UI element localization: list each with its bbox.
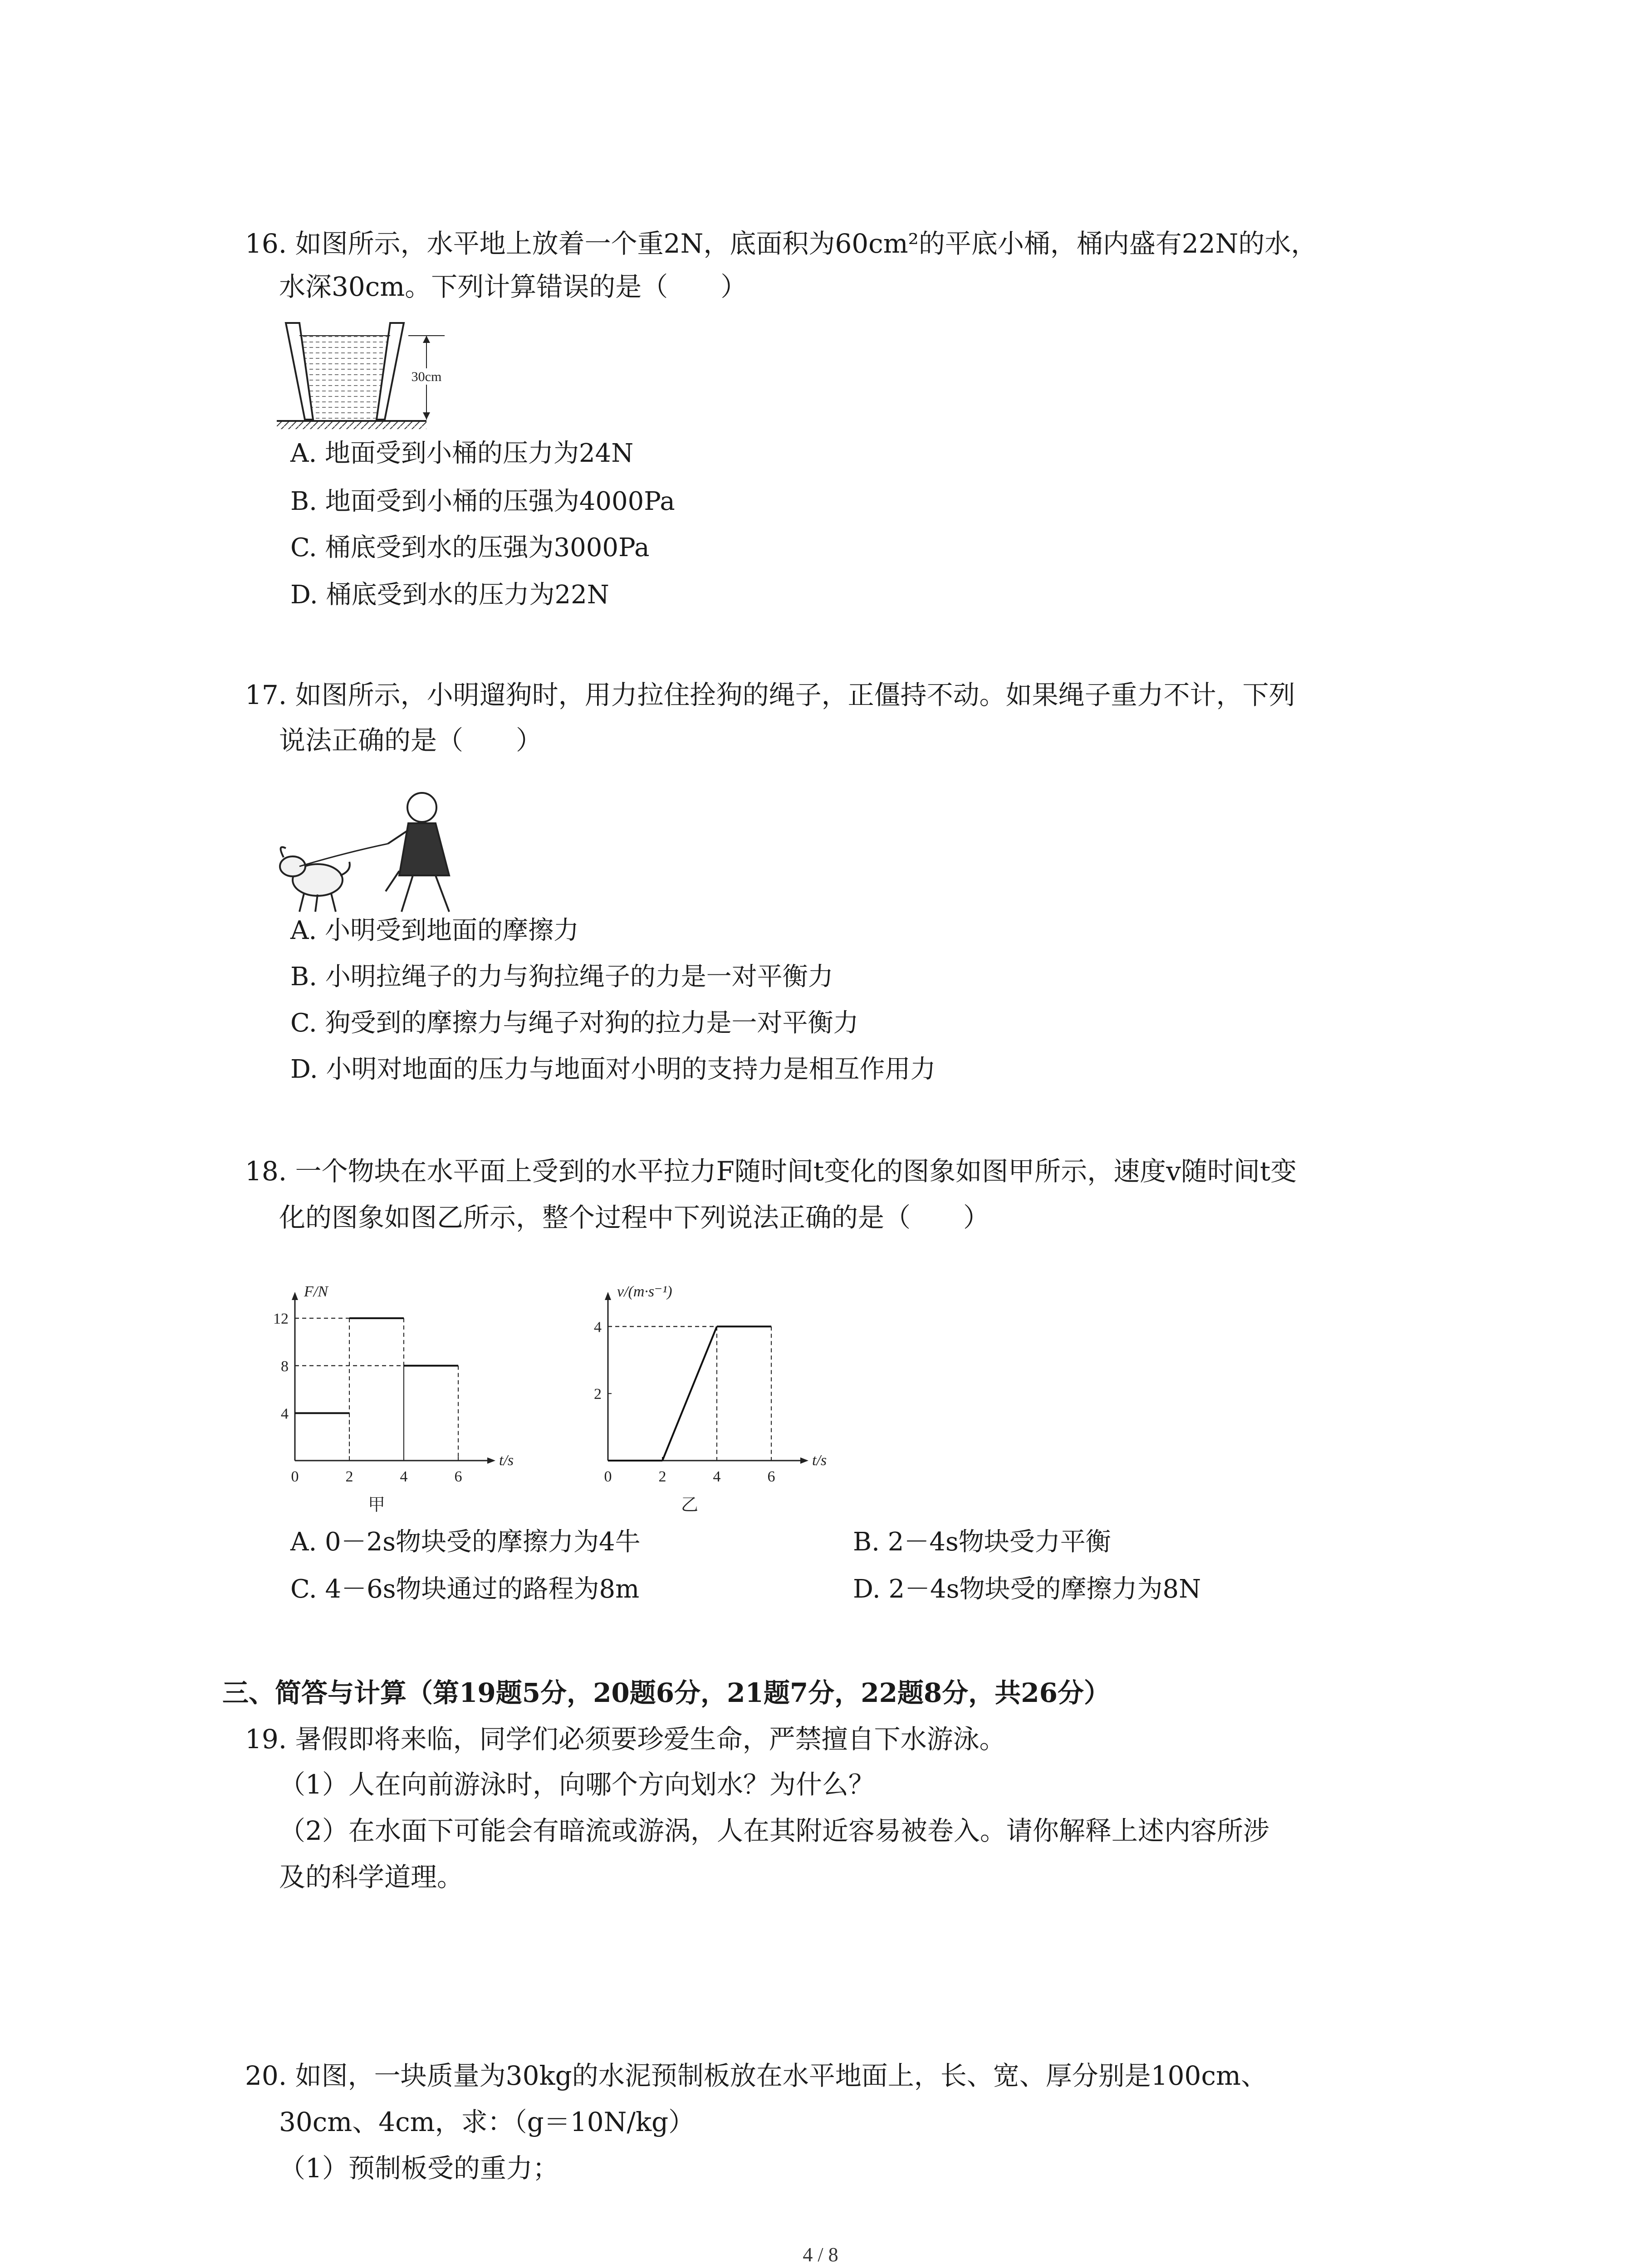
q19-sub2-line1: （2）在水面下可能会有暗流或游涡，人在其附近容易被卷入。请你解释上述内容所涉 — [279, 1815, 1269, 1846]
chart-title: 甲 — [367, 1496, 386, 1515]
q18-option-c: C. 4－6s物块通过的路程为8m — [290, 1574, 640, 1604]
section-3-heading: 三、简答与计算（第19题5分，20题6分，21题7分，22题8分，共26分） — [222, 1677, 1110, 1708]
x-tick-label: 0 — [604, 1468, 612, 1485]
y-axis-arrow — [605, 1292, 611, 1300]
x-tick-label: 2 — [658, 1468, 666, 1485]
q17-stem-line1: 17. 如图所示，小明遛狗时，用力拉住拴狗的绳子，正僵持不动。如果绳子重力不计，下列 — [245, 679, 1295, 710]
chart-title: 乙 — [681, 1496, 699, 1515]
chart-velocity-time — [581, 1284, 871, 1520]
q19-sub2-line2: 及的科学道理。 — [279, 1862, 464, 1892]
q20-stem-line2: 30cm、4cm，求：（g＝10N/kg） — [279, 2107, 695, 2137]
y-axis-label: v/(m·s⁻¹) — [617, 1284, 672, 1300]
q16-option-c: C. 桶底受到水的压强为3000Pa — [290, 533, 650, 562]
page-number: 4 / 8 — [803, 2244, 838, 2266]
y-tick-label: 2 — [594, 1386, 602, 1403]
data-segment-1 — [662, 1326, 717, 1461]
q17-option-c: C. 狗受到的摩擦力与绳子对狗的拉力是一对平衡力 — [290, 1008, 859, 1038]
q16-bucket-figure — [277, 318, 458, 431]
q17-stem-line2: 说法正确的是（ ） — [279, 725, 543, 756]
q19-sub1: （1）人在向前游泳时，向哪个方向划水？为什么？ — [279, 1769, 875, 1800]
q18-stem-line1: 18. 一个物块在水平面上受到的水平拉力F随时间t变化的图象如图甲所示，速度v随时间t变 — [245, 1156, 1297, 1187]
x-axis-label: t/s — [812, 1452, 827, 1469]
y-tick-label: 8 — [281, 1358, 289, 1375]
q18-option-d: D. 2－4s物块受的摩擦力为8N — [853, 1574, 1201, 1604]
chart-force-time — [268, 1284, 522, 1520]
q16-stem-line2: 水深30cm。下列计算错误的是（ ） — [279, 271, 747, 302]
q20-sub1: （1）预制板受的重力； — [279, 2153, 559, 2184]
q20-stem-line1: 20. 如图，一块质量为30kg的水泥预制板放在水平地面上，长、宽、厚分别是100cm、 — [245, 2060, 1267, 2091]
y-tick-label: 12 — [273, 1310, 289, 1328]
q17-man-dog-figure — [272, 780, 472, 916]
q18-option-b: B. 2－4s物块受力平衡 — [853, 1527, 1111, 1557]
x-tick-label: 4 — [713, 1468, 721, 1485]
x-axis-arrow — [487, 1457, 495, 1464]
q17-option-a: A. 小明受到地面的摩擦力 — [290, 916, 579, 945]
x-axis-arrow — [800, 1457, 808, 1464]
q17-option-b: B. 小明拉绳子的力与狗拉绳子的力是一对平衡力 — [290, 962, 833, 992]
q18-stem-line2: 化的图象如图乙所示，整个过程中下列说法正确的是（ ） — [279, 1202, 990, 1233]
q16-option-d: D. 桶底受到水的压力为22N — [290, 580, 609, 610]
q16-stem-line1: 16. 如图所示，水平地上放着一个重2N，底面积为60cm²的平底小桶，桶内盛有22N的水， — [245, 228, 1318, 259]
y-tick-label: 4 — [594, 1319, 602, 1336]
q16-option-b: B. 地面受到小桶的压强为4000Pa — [290, 487, 675, 516]
q16-option-a: A. 地面受到小桶的压力为24N — [290, 439, 634, 468]
q19-stem: 19. 暑假即将来临，同学们必须要珍爱生命，严禁擅自下水游泳。 — [245, 1724, 1006, 1755]
x-tick-label: 2 — [345, 1468, 353, 1485]
y-tick-label: 4 — [281, 1405, 289, 1422]
x-tick-label: 0 — [291, 1468, 299, 1485]
x-axis-label: t/s — [499, 1452, 514, 1469]
x-tick-label: 6 — [767, 1468, 775, 1485]
y-axis-arrow — [292, 1292, 298, 1300]
q16-depth-label: 30cm — [411, 369, 442, 384]
x-tick-label: 4 — [400, 1468, 408, 1485]
q17-option-d: D. 小明对地面的压力与地面对小明的支持力是相互作用力 — [290, 1055, 936, 1084]
x-tick-label: 6 — [454, 1468, 462, 1485]
y-axis-label: F/N — [304, 1284, 328, 1300]
q18-option-a: A. 0－2s物块受的摩擦力为4牛 — [290, 1527, 641, 1557]
